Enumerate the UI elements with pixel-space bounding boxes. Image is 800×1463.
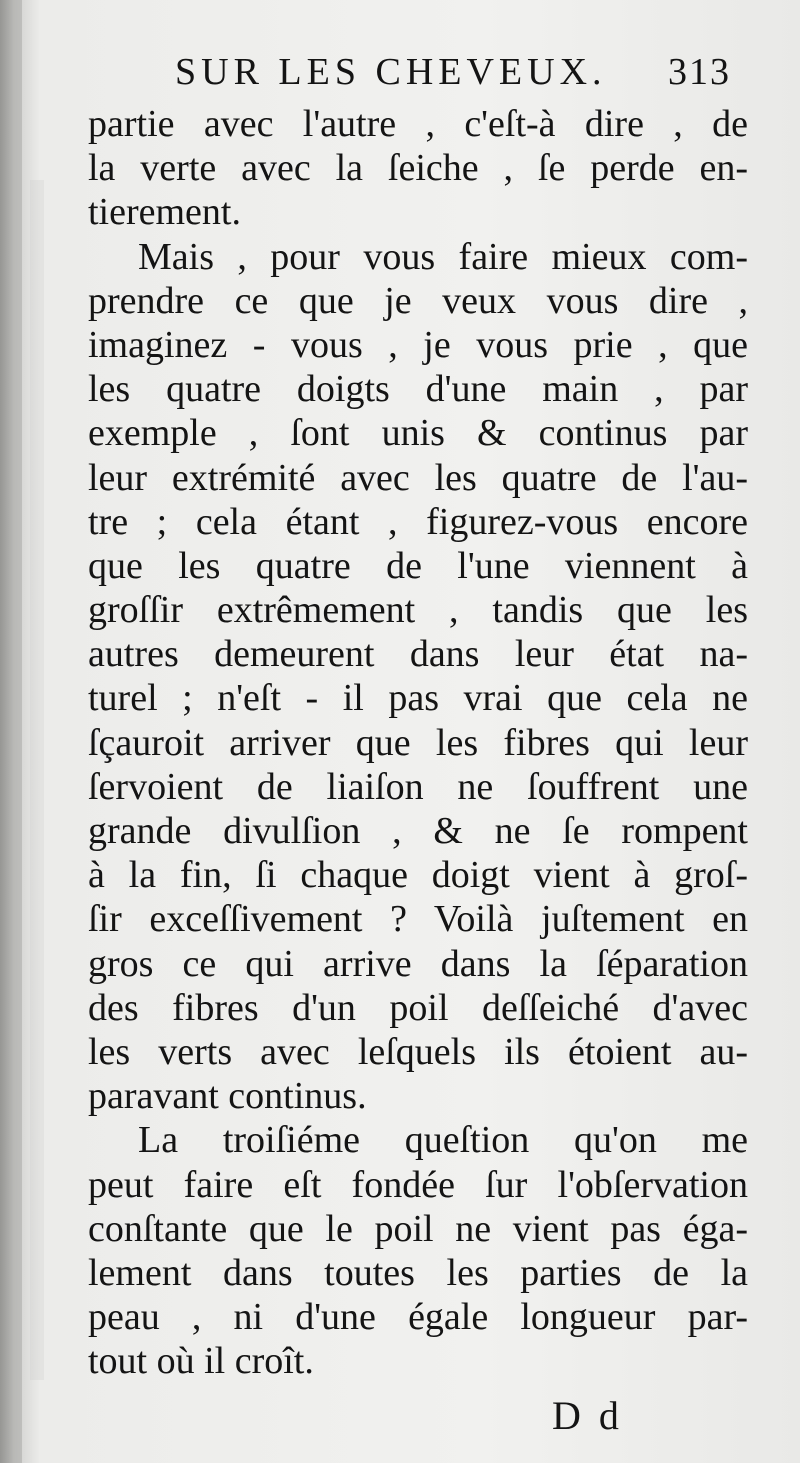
text-line: turel ; n'eſt - il pas vrai que cela ne	[88, 677, 748, 720]
text-line: paravant continus.	[88, 1075, 367, 1118]
text-line: grande divulſion , & ne ſe rompent	[88, 810, 748, 852]
text-line: prendre ce que je veux vous dire ,	[88, 279, 748, 322]
text-line: que les quatre de l'une viennent à	[88, 544, 748, 587]
page-number: 313	[668, 51, 731, 93]
text-line: peau , ni d'une égale longueur par-	[88, 1296, 748, 1339]
text-line: ſçauroit arriver que les fibres qui leur	[88, 721, 748, 764]
text-line: ſervoient de liaiſon ne ſouffrent une	[88, 765, 748, 808]
body-text	[88, 102, 748, 1383]
text-line: les verts avec leſquels ils étoient au-	[88, 1030, 748, 1073]
text-line: groſſir extrêmement , tandis que les	[88, 589, 748, 632]
text-line: tout où il croît.	[88, 1340, 314, 1383]
text-line: imaginez - vous , je vous prie , que	[88, 323, 748, 366]
text-line: gros ce qui arrive dans la ſéparation	[88, 942, 748, 985]
text-line: des fibres d'un poil deſſeiché d'avec	[88, 986, 748, 1029]
paragraph	[88, 1118, 748, 1383]
text-line: autres demeurent dans leur état na-	[88, 633, 748, 676]
catchword: D d	[552, 1393, 623, 1438]
running-head: SUR LES CHEVEUX.	[175, 51, 607, 93]
text-line: partie avec l'autre , c'eſt-à dire , de	[88, 103, 748, 145]
text-line: à la fin, ſi chaque doigt vient à groſ-	[88, 854, 748, 897]
text-line: lement dans toutes les parties de la	[88, 1251, 748, 1294]
paragraph	[88, 235, 748, 1119]
text-line: exemple , ſont unis & continus par	[88, 412, 748, 455]
text-line: les quatre doigts d'une main , par	[88, 368, 748, 411]
text-line: ſir exceſſivement ? Voilà juſtement en	[88, 898, 748, 941]
paragraph	[88, 102, 748, 235]
text-line: Mais , pour vous faire mieux com-	[138, 235, 748, 278]
text-line: tre ; cela étant , figurez-vous encore	[88, 500, 748, 543]
text-line: tierement.	[88, 191, 241, 234]
text-line: la verte avec la ſeiche , ſe perde en-	[88, 147, 748, 190]
text-line: peut faire eſt fondée ſur l'obſervation	[88, 1163, 748, 1206]
text-line: conſtante que le poil ne vient pas éga-	[88, 1207, 748, 1250]
text-line: leur extrémité avec les quatre de l'au-	[88, 456, 748, 499]
page-header	[0, 50, 800, 100]
text-line: La troiſiéme queſtion qu'on me	[138, 1119, 748, 1162]
